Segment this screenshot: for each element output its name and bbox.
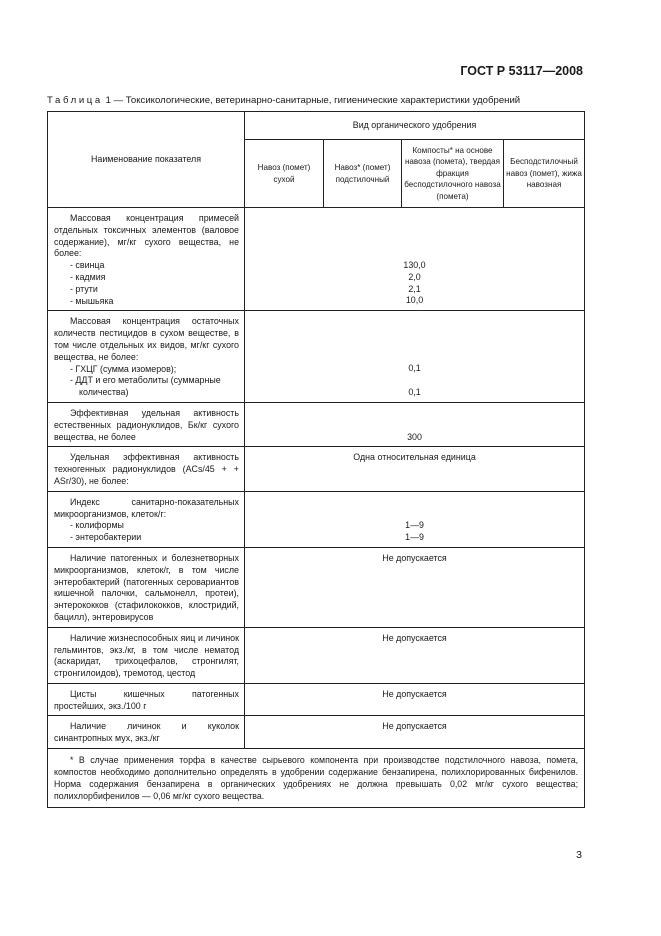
table-row: [48, 716, 585, 749]
subheader-liquid-manure: Бесподстилочный навоз (помет), жижа навозная: [504, 140, 585, 208]
row-intro: Наличие жизнеспособных яиц и личинок гельминтов, экз./кг, в том числе нематод (аскаридат, трихоцефалов, стронгилят, стронгилоидов), тремотод, цестод: [54, 632, 239, 679]
table-row: [48, 627, 585, 683]
subheader-bedding-manure: Навоз* (помет) подстилочный: [324, 140, 402, 208]
row-item: - ртути: [70, 283, 98, 294]
table-row: [48, 447, 585, 491]
row-item: - кадмия: [70, 271, 106, 282]
row-label: [48, 491, 245, 547]
table-footnote: * В случае применения торфа в качестве сырьевого компонента при производстве подстилочного навоза, помета, компостов необходимо дополнительно определять в удобрении содержание бензапирена, полихлорированных бифенилов. Норма содержания бензапирена в органических удобрениях не должна превышать 0,02 мг/кг сухого вещества; полихлорбифенилов — 0,06 мг/кг сухого вещества.: [48, 749, 585, 808]
row-intro: Удельная эффективная активность техногенных радионуклидов (ACs/45 + + ASr/30), не более:: [54, 452, 239, 486]
value: 0,1: [408, 386, 421, 397]
row-label: [48, 547, 245, 627]
page-number: 3: [576, 849, 582, 861]
row-intro: Индекс санитарно-показательных микроорганизмов, клеток/г:: [54, 496, 239, 519]
row-intro: Наличие личинок и куколок синантропных мух, экз./кг: [54, 721, 239, 744]
table-row: [48, 491, 585, 547]
characteristics-table: [47, 111, 585, 808]
row-item: - ГХЦГ (сумма изомеров);: [70, 363, 177, 374]
row-value: [245, 447, 585, 491]
value: Не допускается: [382, 721, 447, 732]
table-row: [48, 402, 585, 446]
value: Не допускается: [382, 632, 447, 643]
row-intro: Массовая концентрация остаточных количеств пестицидов в сухом веществе, в том числе отдельных их видов, мг/кг сухого вещества, не более:: [54, 316, 239, 362]
row-item: - свинца: [70, 260, 105, 271]
value: Одна относительная единица: [353, 452, 476, 463]
row-values: [245, 208, 585, 311]
row-label: [48, 447, 245, 491]
row-item: - энтеробактерии: [70, 532, 142, 543]
value: 1—9: [405, 519, 424, 530]
row-intro: Массовая концентрация примесей отдельных токсичных элементов (валовое содержание), мг/кг сухого вещества, не более:: [54, 213, 239, 259]
value: Не допускается: [382, 688, 447, 699]
subheader-composts: Компосты* на основе навоза (помета), твердая фракция бесподстилочного навоза (помета): [402, 140, 504, 208]
value: 10,0: [405, 295, 424, 306]
row-label: [48, 627, 245, 683]
row-value: [245, 402, 585, 446]
footnote-row: [48, 749, 585, 808]
row-intro: Цисты кишечных патогенных простейших, экз./100 г: [54, 688, 239, 711]
value: 1—9: [405, 531, 424, 542]
caption-text: — Токсикологические, ветеринарно-санитарные, гигиенические характеристики удобрений: [113, 95, 521, 106]
subheader-dry-manure: Навоз (помет) сухой: [245, 140, 324, 208]
row-intro: Эффективная удельная активность естественных радионуклидов, Бк/кг сухого вещества, не более: [54, 407, 239, 442]
standard-code: ГОСТ Р 53117—2008: [460, 64, 583, 78]
value: Не допускается: [382, 552, 447, 563]
row-value: [245, 547, 585, 627]
caption-number: 1: [105, 95, 111, 106]
value: 2,1: [408, 283, 421, 294]
row-intro: Наличие патогенных и болезнетворных микроорганизмов, клеток/г, в том числе энтеробактерий (патогенных серовариантов кишечной палочки, сальмонелл, протеи), энтерококков (стафилококков, клостридий, бацилл), энтеровирусов: [54, 552, 239, 622]
row-item: - мышьяка: [70, 295, 114, 306]
value: 130,0: [403, 260, 426, 270]
table-row: [48, 311, 585, 403]
row-value: [245, 683, 585, 716]
value: 2,0: [408, 271, 421, 282]
group-header: Вид органического удобрения: [245, 112, 585, 140]
caption-lead: Таблица: [47, 95, 103, 106]
row-label: [48, 208, 245, 311]
row-label: [48, 716, 245, 749]
row-label: [48, 311, 245, 403]
table-row: [48, 547, 585, 627]
col-name-header: Наименование показателя: [48, 112, 245, 208]
row-values: [245, 491, 585, 547]
row-values: [245, 311, 585, 403]
value: 300: [407, 431, 422, 442]
table-row: [48, 683, 585, 716]
row-value: [245, 716, 585, 749]
row-value: [245, 627, 585, 683]
table-caption: [47, 95, 520, 106]
value: 0,1: [408, 363, 421, 374]
row-label: [48, 683, 245, 716]
row-label: [48, 402, 245, 446]
row-item: - колиформы: [70, 520, 124, 531]
header-row: [48, 112, 585, 140]
table-row: [48, 208, 585, 311]
row-item: - ДДТ и его метаболиты (суммарные количества): [70, 375, 221, 398]
